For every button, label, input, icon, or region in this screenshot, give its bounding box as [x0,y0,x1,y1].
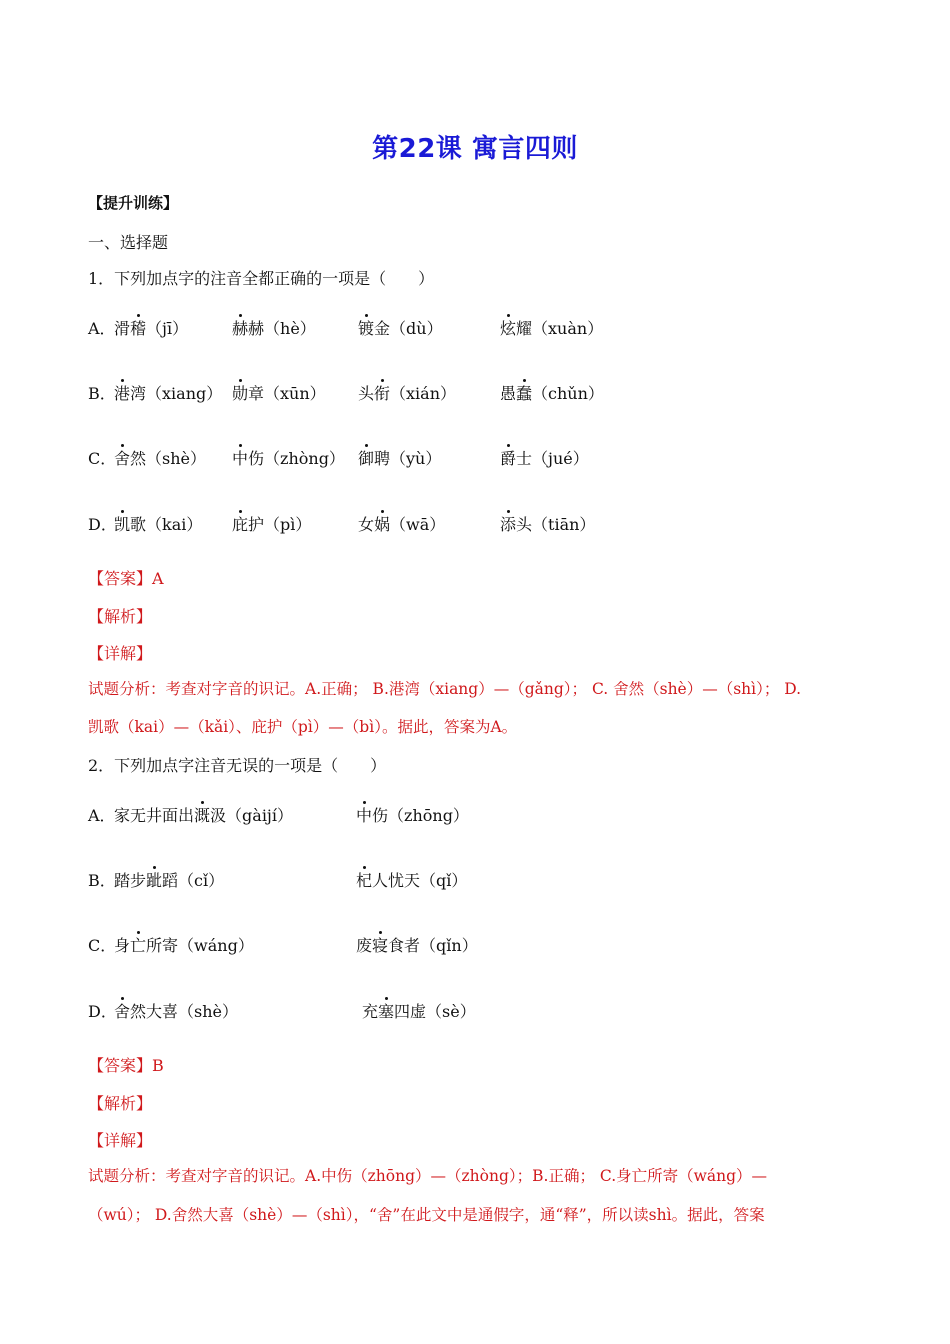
item-prefix: 踏步 [114,871,147,890]
option-item [232,515,311,534]
question-2-option-3-right [362,999,476,1022]
question-2-explanation-line-1: 试题分析：考查对字音的识记。A.中伤（zhōng）—（zhòng）；B.正确； C.身亡所寄（wáng）— [88,1167,768,1185]
dotted-character: 杞 [356,871,373,890]
item-suffix: 汲（gàijí） [210,806,294,825]
option-item [500,384,604,403]
item-suffix: 士（jué） [516,449,589,468]
question-1-option-3-item-3 [500,512,595,535]
item-suffix: 然大喜（shè） [130,1002,239,1021]
dotted-character: 娲 [374,515,391,534]
dotted-character: 中 [232,449,249,468]
question-2-option-3-left [114,999,238,1022]
option-label: D． [88,1002,117,1021]
dotted-character: 稽 [130,319,147,338]
option-label: B． [88,384,116,403]
option-item [114,319,188,338]
dotted-character: 溉 [194,806,211,825]
question-1-option-2-item-3 [500,446,589,469]
option-item [114,1002,238,1021]
option-item [114,449,206,468]
question-1-option-0-item-1 [232,316,316,339]
dotted-character: 添 [500,515,517,534]
question-2-option-0-left [114,803,293,826]
item-suffix: 所寄（wáng） [146,936,254,955]
item-prefix: 头 [358,384,375,403]
dotted-character: 衔 [374,384,391,403]
dotted-character: 中 [356,806,373,825]
option-item [114,936,254,955]
item-suffix: 湾（xiang） [130,384,223,403]
option-item [232,449,345,468]
option-label: D． [88,515,117,534]
option-item [356,936,478,955]
dotted-character: 庇 [232,515,249,534]
item-suffix: 蹈（cǐ） [162,871,225,890]
item-suffix: （wā） [390,515,446,534]
option-label: C． [88,449,117,468]
option-item [114,515,202,534]
dotted-character: 跐 [146,871,163,890]
lesson-title: 第22课 寓言四则 [372,134,578,164]
question-2-answer: 【答案】B [88,1056,164,1075]
dotted-character: 爵 [500,449,517,468]
option-item [362,1002,476,1021]
item-suffix: 伤（zhōng） [372,806,469,825]
dotted-character: 舍 [114,449,131,468]
question-1-answer: 【答案】A [88,569,164,588]
option-item [114,806,293,825]
dotted-character: 炫 [500,319,517,338]
question-1-option-2-item-1 [232,446,345,469]
question-2-option-1-left [114,868,224,891]
question-1-analysis: 【解析】 [88,607,153,626]
option-item [356,871,467,890]
question-2-option-0-right [356,803,469,826]
option-item [358,515,445,534]
question-1-option-1-item-2 [358,381,456,404]
dotted-character: 凯 [114,515,131,534]
item-suffix: 人忧天（qǐ） [372,871,468,890]
item-suffix: 伤（zhòng） [248,449,345,468]
option-label: B． [88,871,116,890]
question-1-option-1-item-1 [232,381,326,404]
option-item [114,384,222,403]
question-2-option-2-right [356,933,478,956]
dotted-character: 勋 [232,384,249,403]
question-1-option-2-item-2 [358,446,441,469]
question-2-detail: 【详解】 [88,1131,153,1150]
dotted-character: 蠢 [516,384,533,403]
dotted-character: 赫 [232,319,249,338]
item-prefix: 愚 [500,384,517,403]
section-label: 【提升训练】 [88,194,179,212]
dotted-character: 塞 [378,1002,395,1021]
question-1-explanation-line-1: 试题分析：考查对字音的识记。A.正确； B.港湾（xiang）—（gǎng）； C. 舍然（shè）—（shì）； D. [88,680,802,698]
option-label: A． [88,806,116,825]
item-suffix: 四虚（sè） [394,1002,476,1021]
item-prefix: 身 [114,936,131,955]
question-1-option-1-item-0 [114,381,222,404]
item-suffix: 赫（hè） [248,319,316,338]
question-1-option-0-item-2 [358,316,443,339]
option-label: C． [88,936,117,955]
question-1-option-0-item-3 [500,316,603,339]
question-1-stem: 1．下列加点字的注音全都正确的一项是（ ） [88,269,435,288]
item-suffix: 护（pì） [248,515,312,534]
option-item [358,384,456,403]
option-item [232,319,316,338]
option-item [232,384,326,403]
option-item [500,515,595,534]
question-2-stem: 2．下列加点字注音无误的一项是（ ） [88,756,387,775]
item-suffix: 然（shè） [130,449,207,468]
dotted-character: 镀 [358,319,375,338]
item-suffix: 耀（xuàn） [516,319,604,338]
question-2-option-2-left [114,933,254,956]
question-1-option-1-item-3 [500,381,604,404]
dotted-character: 御 [358,449,375,468]
dotted-character: 港 [114,384,131,403]
question-1-detail: 【详解】 [88,644,153,663]
option-item [356,806,469,825]
option-item [500,319,603,338]
dotted-character: 亡 [130,936,147,955]
question-1-option-2-item-0 [114,446,206,469]
question-1-explanation-line-2: 凯歌（kai）—（kǎi）、庇护（pì）—（bì）。据此，答案为A。 [88,718,518,736]
question-2-option-1-right [356,868,467,891]
question-1-option-3-item-0 [114,512,202,535]
dotted-character: 舍 [114,1002,131,1021]
option-item [114,871,224,890]
option-item [358,319,443,338]
item-suffix: 聘（yù） [374,449,442,468]
dotted-character: 寝 [372,936,389,955]
question-2-analysis: 【解析】 [88,1094,153,1113]
question-1-option-3-item-2 [358,512,445,535]
option-label: A． [88,319,116,338]
item-prefix: 滑 [114,319,131,338]
item-suffix: （jī） [146,319,189,338]
item-prefix: 废 [356,936,373,955]
question-1-option-3-item-1 [232,512,311,535]
item-prefix: 女 [358,515,375,534]
item-suffix: 章（xūn） [248,384,326,403]
item-prefix: 家无井面出 [114,806,195,825]
question-2-explanation-line-2: （wú）； D.舍然大喜（shè）—（shì），“舍”在此文中是通假字，通“释”，所以读shì。据此，答案 [88,1206,765,1224]
item-suffix: 金（dù） [374,319,443,338]
item-suffix: 头（tiān） [516,515,596,534]
item-suffix: （chǔn） [532,384,604,403]
item-suffix: 食者（qǐn） [388,936,478,955]
item-prefix: 充 [362,1002,379,1021]
option-item [358,449,441,468]
option-item [500,449,589,468]
question-1-option-0-item-0 [114,316,188,339]
item-suffix: （xián） [390,384,457,403]
part-heading: 一、选择题 [88,233,169,252]
item-suffix: 歌（kai） [130,515,203,534]
